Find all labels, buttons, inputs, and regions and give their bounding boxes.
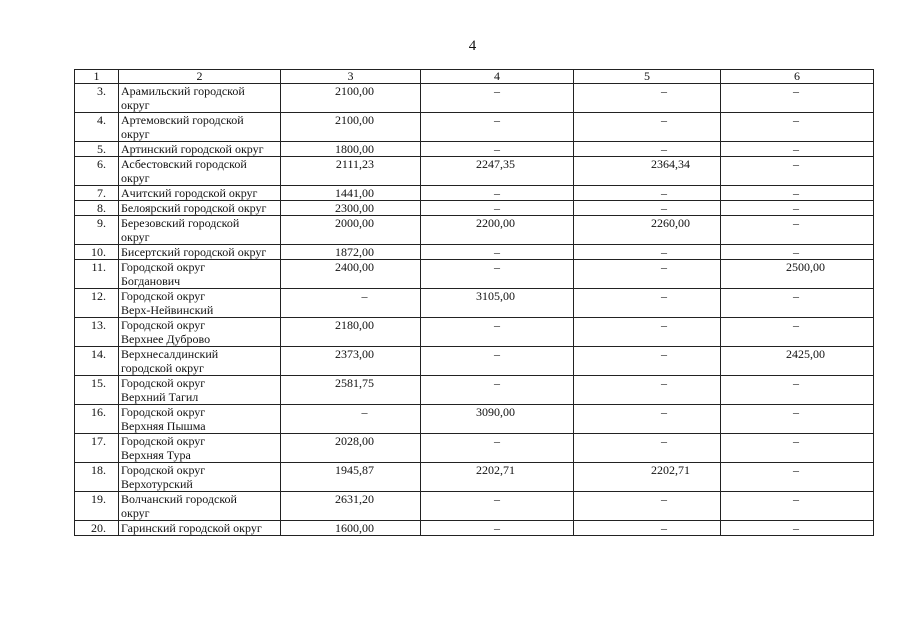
municipality-name: [119, 463, 281, 492]
column-header: 2: [119, 70, 281, 84]
municipality-name: [119, 521, 281, 536]
value-c5: –: [574, 201, 721, 216]
table-row: [75, 84, 874, 113]
municipality-name-line: Верхняя Пышма: [121, 419, 206, 433]
value-c6: –: [721, 521, 874, 536]
municipality-name-line: Городской округ: [121, 318, 206, 332]
municipality-name-line: Городской округ: [121, 463, 206, 477]
municipality-name-line: Артинский городской округ: [121, 142, 264, 156]
municipality-name-line: Асбестовский городской: [121, 157, 247, 171]
table-row: [75, 245, 874, 260]
row-number: 6.: [75, 157, 119, 186]
table-row: [75, 201, 874, 216]
row-number: 13.: [75, 318, 119, 347]
value-c5: –: [574, 289, 721, 318]
value-c4: –: [421, 260, 574, 289]
row-number: 3.: [75, 84, 119, 113]
row-number: 18.: [75, 463, 119, 492]
value-c5: –: [574, 492, 721, 521]
value-c4: –: [421, 142, 574, 157]
municipality-name-line: округ: [121, 127, 150, 141]
value-c6: –: [721, 84, 874, 113]
row-number: 4.: [75, 113, 119, 142]
value-c4: –: [421, 347, 574, 376]
value-c5: –: [574, 260, 721, 289]
municipality-name-line: Арамильский городской: [121, 84, 245, 98]
value-c4: –: [421, 186, 574, 201]
column-header: 6: [721, 70, 874, 84]
value-c5: –: [574, 405, 721, 434]
value-c5: –: [574, 186, 721, 201]
municipality-name-line: Бисертский городской округ: [121, 245, 267, 259]
value-c3: 2180,00: [281, 318, 421, 347]
value-c4: –: [421, 245, 574, 260]
page-number: 4: [468, 38, 477, 54]
municipality-name-line: Белоярский городской округ: [121, 201, 267, 215]
table-row: [75, 376, 874, 405]
value-c3: –: [281, 289, 421, 318]
table-row: [75, 347, 874, 376]
municipality-name-line: Верхнее Дуброво: [121, 332, 211, 346]
municipality-name-line: городской округ: [121, 361, 204, 375]
value-c5: –: [574, 521, 721, 536]
municipality-name: [119, 318, 281, 347]
value-c6: –: [721, 216, 874, 245]
table-row: [75, 157, 874, 186]
municipality-name-line: Гаринский городской округ: [121, 521, 262, 535]
municipality-name: [119, 260, 281, 289]
value-c6: 2500,00: [721, 260, 874, 289]
value-c4: –: [421, 376, 574, 405]
row-number: 8.: [75, 201, 119, 216]
row-number: 16.: [75, 405, 119, 434]
municipality-name-line: Верхняя Тура: [121, 448, 191, 462]
municipality-name-line: Верхний Тагил: [121, 390, 199, 404]
value-c5: 2260,00: [574, 216, 721, 245]
value-c5: –: [574, 376, 721, 405]
municipality-name-line: округ: [121, 230, 150, 244]
column-header: 5: [574, 70, 721, 84]
table-row: [75, 434, 874, 463]
table-row: [75, 405, 874, 434]
value-c6: –: [721, 376, 874, 405]
table-row: [75, 142, 874, 157]
row-number: 9.: [75, 216, 119, 245]
value-c5: 2202,71: [574, 463, 721, 492]
row-number: 19.: [75, 492, 119, 521]
municipality-name: [119, 113, 281, 142]
row-number: 11.: [75, 260, 119, 289]
table-row: [75, 492, 874, 521]
municipality-name-line: округ: [121, 171, 150, 185]
value-c3: 2100,00: [281, 84, 421, 113]
value-c5: –: [574, 142, 721, 157]
row-number: 7.: [75, 186, 119, 201]
value-c5: –: [574, 113, 721, 142]
value-c5: –: [574, 84, 721, 113]
table-row: [75, 463, 874, 492]
value-c4: 2247,35: [421, 157, 574, 186]
municipality-name: [119, 142, 281, 157]
value-c5: –: [574, 318, 721, 347]
municipality-name-line: Ачитский городской округ: [121, 186, 258, 200]
value-c5: –: [574, 434, 721, 463]
value-c6: –: [721, 186, 874, 201]
row-number: 17.: [75, 434, 119, 463]
municipality-name: [119, 492, 281, 521]
row-number: 15.: [75, 376, 119, 405]
value-c3: 1441,00: [281, 186, 421, 201]
municipality-name-line: округ: [121, 506, 150, 520]
column-header: 1: [75, 70, 119, 84]
value-c4: –: [421, 434, 574, 463]
value-c3: 2631,20: [281, 492, 421, 521]
column-header: 4: [421, 70, 574, 84]
table-row: [75, 521, 874, 536]
municipality-name-line: Городской округ: [121, 289, 206, 303]
municipality-name-line: Городской округ: [121, 405, 206, 419]
table-row: [75, 289, 874, 318]
value-c5: –: [574, 347, 721, 376]
municipality-name-line: Городской округ: [121, 376, 206, 390]
data-table: [74, 69, 874, 536]
value-c6: 2425,00: [721, 347, 874, 376]
municipality-name-line: Верхнесалдинский: [121, 347, 219, 361]
value-c6: –: [721, 113, 874, 142]
value-c6: –: [721, 434, 874, 463]
value-c5: 2364,34: [574, 157, 721, 186]
value-c3: 2111,23: [281, 157, 421, 186]
value-c6: –: [721, 245, 874, 260]
table-header-row: [75, 70, 874, 84]
column-header: 3: [281, 70, 421, 84]
value-c3: 2581,75: [281, 376, 421, 405]
municipality-name: [119, 84, 281, 113]
row-number: 10.: [75, 245, 119, 260]
value-c6: –: [721, 405, 874, 434]
municipality-name-line: Артемовский городской: [121, 113, 244, 127]
table-row: [75, 318, 874, 347]
row-number: 12.: [75, 289, 119, 318]
value-c3: 2028,00: [281, 434, 421, 463]
row-number: 5.: [75, 142, 119, 157]
value-c4: 3105,00: [421, 289, 574, 318]
municipality-name: [119, 347, 281, 376]
value-c4: –: [421, 201, 574, 216]
value-c4: –: [421, 521, 574, 536]
value-c3: –: [281, 405, 421, 434]
row-number: 20.: [75, 521, 119, 536]
table-row: [75, 260, 874, 289]
municipality-name-line: Городской округ: [121, 434, 206, 448]
value-c4: 3090,00: [421, 405, 574, 434]
table-body: [75, 70, 874, 536]
value-c6: –: [721, 463, 874, 492]
value-c3: 1600,00: [281, 521, 421, 536]
value-c6: –: [721, 492, 874, 521]
table-row: [75, 216, 874, 245]
municipality-name-line: Березовский городской: [121, 216, 240, 230]
value-c6: –: [721, 289, 874, 318]
value-c4: 2200,00: [421, 216, 574, 245]
municipality-name: [119, 405, 281, 434]
municipality-name-line: Волчанский городской: [121, 492, 237, 506]
value-c6: –: [721, 157, 874, 186]
municipality-name-line: Верхотурский: [121, 477, 193, 491]
value-c3: 2300,00: [281, 201, 421, 216]
table-row: [75, 186, 874, 201]
municipality-name: [119, 289, 281, 318]
municipality-name: [119, 216, 281, 245]
municipality-name: [119, 201, 281, 216]
value-c4: –: [421, 492, 574, 521]
value-c5: –: [574, 245, 721, 260]
municipality-name: [119, 376, 281, 405]
value-c3: 2400,00: [281, 260, 421, 289]
municipality-name-line: округ: [121, 98, 150, 112]
value-c4: –: [421, 113, 574, 142]
value-c4: –: [421, 84, 574, 113]
row-number: 14.: [75, 347, 119, 376]
municipality-name: [119, 434, 281, 463]
value-c3: 1945,87: [281, 463, 421, 492]
municipality-name-line: Богданович: [121, 274, 181, 288]
municipality-name: [119, 157, 281, 186]
municipality-name: [119, 245, 281, 260]
table-row: [75, 113, 874, 142]
municipality-name-line: Верх-Нейвинский: [121, 303, 214, 317]
municipality-name-line: Городской округ: [121, 260, 206, 274]
value-c3: 1800,00: [281, 142, 421, 157]
value-c3: 2000,00: [281, 216, 421, 245]
value-c6: –: [721, 318, 874, 347]
municipality-name: [119, 186, 281, 201]
value-c3: 2373,00: [281, 347, 421, 376]
value-c4: 2202,71: [421, 463, 574, 492]
value-c4: –: [421, 318, 574, 347]
value-c6: –: [721, 201, 874, 216]
value-c3: 1872,00: [281, 245, 421, 260]
value-c3: 2100,00: [281, 113, 421, 142]
value-c6: –: [721, 142, 874, 157]
